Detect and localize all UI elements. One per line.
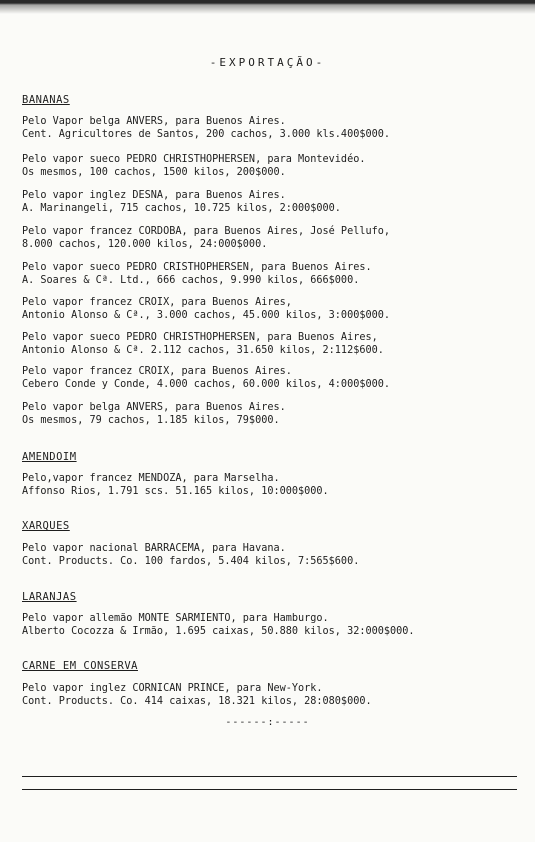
export-entry: Pelo vapor francez CROIX, para Buenos Aires, Antonio Alonso & Cª., 3.000 cachos, 45.000 kilos, 3:000$000. (22, 297, 391, 321)
export-entry: Pelo vapor belga ANVERS, para Buenos Aires. Os mesmos, 79 cachos, 1.185 kilos, 79$000. (22, 402, 286, 426)
export-entry: Pelo vapor sueco PEDRO CHRISTHOPHERSEN, para Buenos Aires, Antonio Alonso & Cª. 2.112 cachos, 31.650 kilos, 2:112$600. (22, 332, 384, 356)
export-entry: Pelo vapor francez CORDOBA, para Buenos Aires, José Pellufo, 8.000 cachos, 120.000 kilos, 24:000$000. (22, 226, 391, 250)
separator-line: ------:----- (225, 717, 310, 728)
horizontal-rule (22, 789, 517, 790)
export-entry: Pelo Vapor belga ANVERS, para Buenos Aires. Cent. Agricultores de Santos, 200 cachos, 3.000 kls.400$000. (22, 116, 391, 140)
export-entry: Pelo vapor sueco PEDRO CRISTHOPHERSEN, para Buenos Aires. A. Soares & Cª. Ltd., 666 cachos, 9.990 kilos, 666$000. (22, 262, 372, 286)
section-heading-carne-em-conserva: CARNE EM CONSERVA (22, 660, 138, 672)
horizontal-rule (22, 776, 517, 777)
export-entry: Pelo vapor nacional BARRACEMA, para Havana. Cont. Products. Co. 100 fardos, 5.404 kilos, 7:565$600. (22, 543, 360, 567)
export-entry: Pelo vapor inglez CORNICAN PRINCE, para New-York. Cont. Products. Co. 414 caixas, 18.321 kilos, 28:080$000. (22, 683, 372, 707)
export-entry: Pelo vapor allemão MONTE SARMIENTO, para Hamburgo. Alberto Cocozza & Irmão, 1.695 caixas, 50.880 kilos, 32:000$000. (22, 613, 415, 637)
section-heading-amendoim: AMENDOIM (22, 451, 77, 463)
export-entry: Pelo,vapor francez MENDOZA, para Marselha. Affonso Rios, 1.791 scs. 51.165 kilos, 10:000$000. (22, 473, 329, 497)
export-entry: Pelo vapor francez CROIX, para Buenos Aires. Cebero Conde y Conde, 4.000 cachos, 60.000 kilos, 4:000$000. (22, 366, 391, 390)
document-title: -EXPORTAÇÃO- (209, 56, 326, 69)
export-entry: Pelo vapor sueco PEDRO CHRISTHOPHERSEN, para Montevidéo. Os mesmos, 100 cachos, 1500 kilos, 200$000. (22, 154, 366, 178)
section-heading-xarques: XARQUES (22, 520, 70, 532)
export-entry: Pelo vapor inglez DESNA, para Buenos Aires. A. Marinangeli, 715 cachos, 10.725 kilos, 2:000$000. (22, 190, 341, 214)
section-heading-bananas: BANANAS (22, 94, 70, 106)
section-heading-laranjas: LARANJAS (22, 591, 77, 603)
